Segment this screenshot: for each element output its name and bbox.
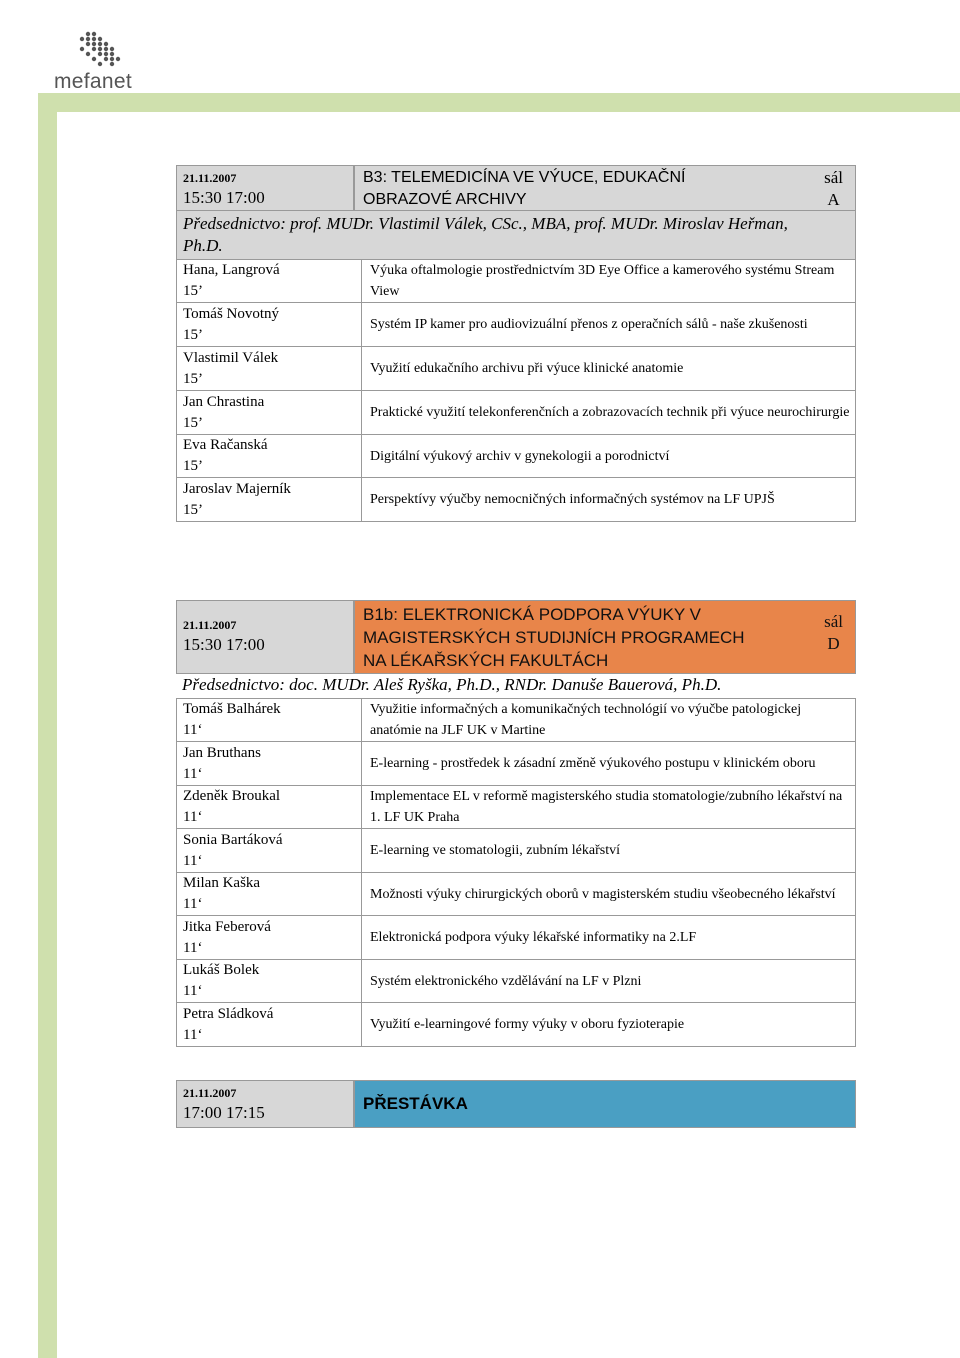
mefanet-logo: [54, 30, 144, 92]
session-date: 21.11.2007: [183, 1086, 237, 1100]
talk-topic: Výuka oftalmologie prostřednictvím 3D Eye Office a kamerového systému Stream View: [362, 260, 856, 303]
talk-duration: 11‘: [183, 983, 203, 999]
talk-duration: 15’: [183, 501, 203, 518]
room-label: sál: [824, 612, 843, 631]
session-date-cell: [176, 600, 354, 674]
logo-text: mefanet: [54, 70, 132, 93]
session-date: 21.11.2007: [183, 171, 237, 185]
talk-speaker-cell: [177, 873, 362, 916]
chairs-line: Ph.D.: [183, 236, 223, 255]
table-row: [177, 303, 856, 347]
session-title-cell: [354, 165, 856, 211]
session-room: [824, 167, 843, 211]
session-title: [363, 603, 745, 672]
talk-duration: 15’: [183, 458, 203, 474]
session-title-line: NA LÉKAŘSKÝCH FAKULTÁCH: [363, 651, 609, 670]
room-code: A: [827, 190, 840, 209]
talk-duration: 11‘: [183, 896, 203, 912]
session-title-line: OBRAZOVÉ ARCHIVY: [363, 191, 527, 208]
talk-speaker: Jitka Feberová: [183, 918, 271, 935]
talk-speaker-cell: [177, 478, 362, 522]
talk-speaker: Jaroslav Majerník: [183, 480, 291, 497]
session-date-cell: [176, 165, 354, 211]
session-b3: [176, 165, 856, 522]
talk-topic: E-learning ve stomatologii, zubním lékařství: [362, 829, 856, 873]
table-row: [177, 391, 856, 435]
talk-topic: E-learning - prostředek k zásadní změně výukového postupu v klinickém oboru: [362, 742, 856, 786]
talk-duration: 15’: [183, 414, 203, 431]
talk-speaker-cell: [177, 391, 362, 435]
table-row: [177, 916, 856, 960]
talk-speaker: Jan Chrastina: [183, 393, 265, 410]
session-time: 17:00 17:15: [183, 1103, 265, 1122]
table-row: [177, 435, 856, 478]
talk-duration: 11‘: [183, 722, 203, 738]
talk-speaker-cell: [177, 786, 362, 829]
talk-speaker-cell: [177, 435, 362, 478]
table-row: [177, 786, 856, 829]
talk-topic: Perspektívy výučby nemocničných informačných systémov na LF UPJŠ: [362, 478, 856, 522]
table-row: [177, 960, 856, 1003]
table-row: [177, 478, 856, 522]
talk-speaker: Milan Kaška: [183, 875, 261, 891]
talk-speaker-cell: [177, 699, 362, 742]
talk-speaker: Petra Sládková: [183, 1005, 274, 1022]
session-header: [176, 600, 856, 674]
talks-table: [176, 259, 856, 522]
table-row: [177, 1003, 856, 1047]
talk-speaker: Tomáš Novotný: [183, 305, 280, 322]
talk-speaker-cell: [177, 260, 362, 303]
room-label: sál: [824, 168, 843, 187]
header-green-bar: [38, 93, 960, 112]
session-date: 21.11.2007: [183, 618, 237, 632]
table-row: [177, 873, 856, 916]
session-b1b: [176, 600, 856, 1047]
talk-duration: 15’: [183, 283, 203, 299]
talk-topic: Systém IP kamer pro audiovizuální přenos z operačních sálů - naše zkušenosti: [362, 303, 856, 347]
talks-table: [176, 698, 856, 1047]
session-time: 15:30 17:00: [183, 188, 265, 207]
talk-topic: Systém elektronického vzdělávání na LF v Plzni: [362, 960, 856, 1003]
session-chairs: [176, 211, 856, 259]
talk-speaker: Vlastimil Válek: [183, 349, 279, 366]
session-header: [176, 1080, 856, 1128]
talk-duration: 15’: [183, 326, 203, 343]
table-row: [177, 699, 856, 742]
talk-topic: Elektronická podpora výuky lékařské informatiky na 2.LF: [362, 916, 856, 960]
talk-speaker: Tomáš Balhárek: [183, 701, 281, 717]
session-chairs: [176, 674, 856, 698]
talk-topic: Využití e-learningové formy výuky v oboru fyzioterapie: [362, 1003, 856, 1047]
table-row: [177, 347, 856, 391]
talk-speaker: Zdeněk Broukal: [183, 788, 281, 804]
talk-topic: Využití edukačního archivu při výuce klinické anatomie: [362, 347, 856, 391]
talk-topic: Implementace EL v reformě magisterského studia stomatologie/zubního lékařství na 1. LF UK Praha: [362, 786, 856, 829]
talk-speaker: Eva Račanská: [183, 437, 268, 453]
session-room: [824, 611, 843, 655]
session-title-line: B3: TELEMEDICÍNA VE VÝUCE, EDUKAČNÍ: [363, 169, 686, 186]
session-title-line: MAGISTERSKÝCH STUDIJNÍCH PROGRAMECH: [363, 628, 745, 647]
room-code: D: [827, 634, 840, 653]
session-break: [176, 1080, 856, 1128]
talk-topic: Digitální výukový archiv v gynekologii a porodnictví: [362, 435, 856, 478]
session-title-cell: [354, 600, 856, 674]
talk-topic: Využitie informačných a komunikačných technológií vo výučbe patologickej anatómie na JLF UK v Martine: [362, 699, 856, 742]
talk-speaker-cell: [177, 347, 362, 391]
talk-duration: 11‘: [183, 939, 203, 956]
talk-speaker-cell: [177, 829, 362, 873]
talk-speaker: Hana, Langrová: [183, 262, 280, 278]
session-header: [176, 165, 856, 211]
logo-dots-icon: [68, 30, 128, 70]
talk-speaker-cell: [177, 1003, 362, 1047]
chairs-line: Předsednictvo: doc. MUDr. Aleš Ryška, Ph.D., RNDr. Danuše Bauerová, Ph.D.: [182, 675, 722, 694]
session-title: PŘESTÁVKA: [363, 1094, 468, 1113]
chairs-line: Předsednictvo: prof. MUDr. Vlastimil Válek, CSc., MBA, prof. MUDr. Miroslav Heřman,: [183, 214, 788, 233]
talk-duration: 11‘: [183, 852, 203, 869]
talk-speaker-cell: [177, 960, 362, 1003]
session-title-line: B1b: ELEKTRONICKÁ PODPORA VÝUKY V: [363, 605, 701, 624]
talk-speaker-cell: [177, 303, 362, 347]
table-row: [177, 742, 856, 786]
session-date-cell: [176, 1080, 354, 1128]
talk-topic: Možnosti výuky chirurgických oborů v magisterském studiu všeobecného lékařství: [362, 873, 856, 916]
talk-speaker: Lukáš Bolek: [183, 962, 260, 978]
left-green-bar: [38, 112, 57, 1358]
talk-speaker: Sonia Bartáková: [183, 831, 283, 848]
talk-duration: 11‘: [183, 809, 203, 825]
session-time: 15:30 17:00: [183, 635, 265, 654]
talk-speaker-cell: [177, 742, 362, 786]
talk-duration: 11‘: [183, 765, 203, 782]
talk-speaker: Jan Bruthans: [183, 744, 261, 761]
session-title-cell: [354, 1080, 856, 1128]
talk-duration: 15’: [183, 370, 203, 387]
table-row: [177, 260, 856, 303]
table-row: [177, 829, 856, 873]
talk-topic: Praktické využití telekonferenčních a zobrazovacích technik při výuce neurochirurgie: [362, 391, 856, 435]
session-title: [363, 167, 685, 211]
talk-duration: 11‘: [183, 1026, 203, 1043]
talk-speaker-cell: [177, 916, 362, 960]
